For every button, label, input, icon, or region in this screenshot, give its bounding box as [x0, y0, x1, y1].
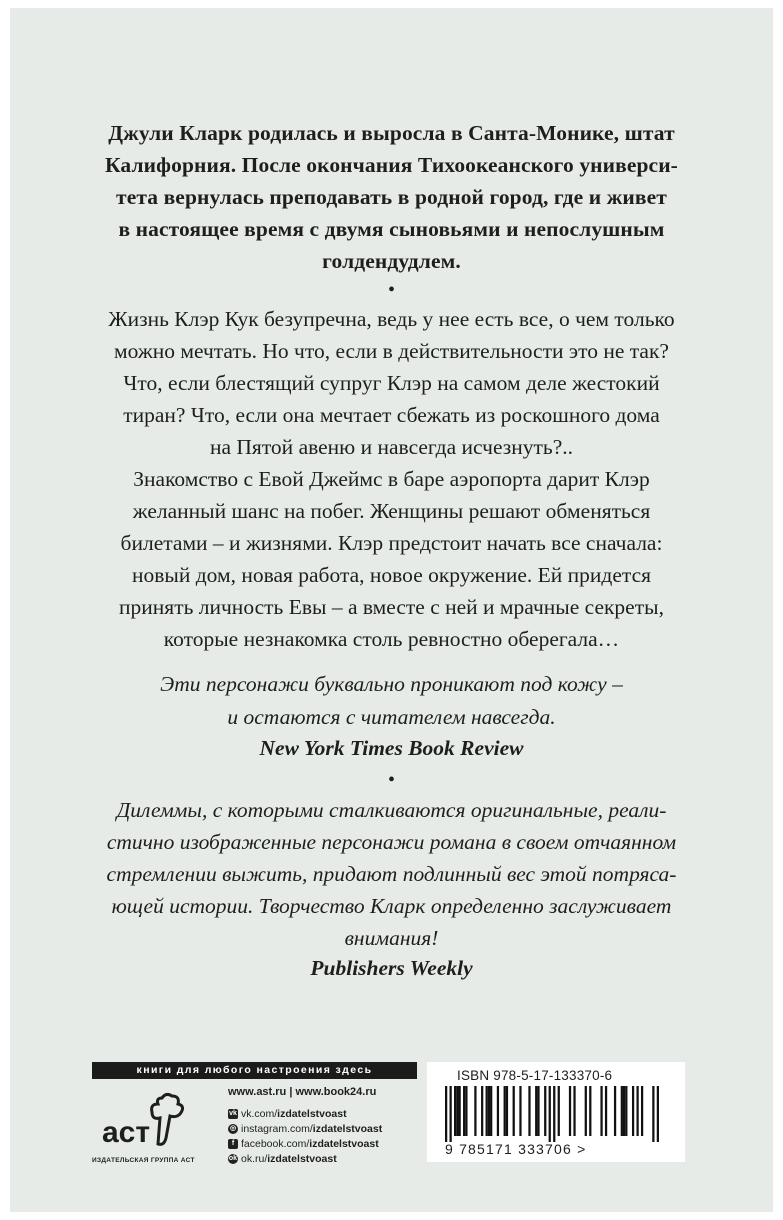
author-bio-line: в настоящее время с двумя сыновьями и непослушным — [118, 217, 665, 241]
author-bio-line: Джули Кларк родилась и выросла в Санта-Монике, штат — [108, 121, 675, 145]
social-prefix: facebook.com/ — [241, 1137, 310, 1150]
barcode-bar — [481, 1086, 483, 1136]
barcode-bar — [465, 1086, 467, 1136]
review-source: Publishers Weekly — [310, 956, 473, 980]
separator-bullet: • — [387, 279, 395, 301]
barcode-bar — [614, 1086, 616, 1136]
description-line: которые незнакомка столь ревностно оберегала… — [163, 627, 620, 651]
barcode-bar — [558, 1086, 560, 1136]
odnoklassniki-icon: ok — [228, 1154, 238, 1162]
barcode-bar — [486, 1086, 488, 1136]
review-quote-line: и остаются с читателем навсегда. — [227, 705, 556, 729]
publisher-caption: ИЗДАТЕЛЬСКАЯ ГРУППА АСТ — [92, 1157, 195, 1164]
review-quote-line: Дилеммы, с которыми сталкиваются оригинальные, реали- — [116, 798, 667, 822]
barcode-bar — [454, 1086, 456, 1136]
social-handle: izdatelstvoast — [312, 1122, 383, 1135]
description-line: можно мечтать. Но что, если в действительности это не так? — [114, 339, 669, 363]
barcode-bar — [504, 1086, 506, 1136]
description-line: Что, если блестящий супруг Клэр на самом деле жестокий — [123, 371, 660, 395]
isbn-number: ISBN 978-5-17-133370-6 — [457, 1068, 613, 1083]
barcode-bar — [553, 1086, 555, 1142]
separator-bullet: • — [387, 769, 395, 791]
barcode-bar — [528, 1086, 530, 1136]
description-line: Жизнь Клэр Кук безупречна, ведь у нее есть все, о чем только — [108, 307, 675, 331]
barcode-bar — [544, 1086, 546, 1136]
description-line: тиран? Что, если она мечтает сбежать из роскошного дома — [123, 403, 660, 427]
barcode-bar — [600, 1086, 602, 1136]
social-handle: izdatelstvoast — [277, 1107, 347, 1120]
social-prefix: instagram.com/ — [241, 1122, 313, 1135]
barcode-bar — [585, 1086, 587, 1136]
barcode-bar — [513, 1086, 515, 1136]
barcode-bar — [652, 1086, 654, 1142]
social-link-odnoklassniki[interactable] — [228, 1151, 382, 1166]
social-link-facebook[interactable] — [228, 1136, 382, 1151]
barcode-bar — [537, 1086, 539, 1136]
barcode-bar — [632, 1086, 634, 1136]
description-line: билетами – и жизнями. Клэр предстоит начать все сначала: — [120, 531, 663, 555]
barcode-bar — [621, 1086, 623, 1136]
barcode-bar — [450, 1086, 452, 1142]
barcode-bar — [463, 1086, 465, 1136]
barcode-bar — [636, 1086, 638, 1136]
instagram-icon: ◎ — [229, 1124, 237, 1132]
review-source: New York Times Book Review — [259, 736, 524, 760]
social-link-instagram[interactable] — [228, 1121, 382, 1136]
logo-text: аст — [102, 1116, 151, 1149]
barcode-bar — [488, 1086, 490, 1136]
publisher-websites[interactable]: www.ast.ru | www.book24.ru — [228, 1086, 377, 1098]
barcode-bar — [573, 1086, 575, 1136]
review-quote-line: стично изображенные персонажи романа в своем отчаянном — [106, 830, 677, 854]
barcode-bar — [445, 1086, 447, 1142]
barcode-bar — [519, 1086, 521, 1136]
barcode-bar — [490, 1086, 492, 1136]
author-bio-line: тета вернулась преподавать в родной город, где и живет — [116, 185, 667, 209]
barcode-bar — [641, 1086, 643, 1136]
barcode-bar — [506, 1086, 508, 1136]
description-line: желанный шанс на побег. Женщины решают обменяться — [132, 499, 651, 523]
social-prefix: ok.ru/ — [241, 1152, 268, 1165]
barcode-bar — [549, 1086, 551, 1142]
barcode-bar — [657, 1086, 659, 1142]
social-links — [228, 1106, 382, 1166]
author-bio-line: голдендудлем. — [322, 249, 461, 273]
barcode-bar — [456, 1086, 458, 1136]
barcode-bars — [445, 1086, 659, 1142]
barcode-bar — [459, 1086, 461, 1136]
facebook-icon: f — [228, 1139, 238, 1149]
barcode-bar — [497, 1086, 499, 1136]
description-line: на Пятой авеню и навсегда исчезнуть?.. — [209, 435, 574, 459]
barcode-bar — [474, 1086, 476, 1136]
barcode-digits: 9 785171 333706 > — [445, 1141, 587, 1157]
review-quote-line: стремлении выжить, придают подлинный вес этой потряса- — [106, 862, 677, 886]
review-quote-line: внимания! — [344, 926, 439, 950]
review-quote-line: ющей истории. Творчество Кларк определенно заслуживает — [111, 894, 672, 918]
description-line: принять личность Евы – а вместе с ней и мрачные секреты, — [119, 595, 664, 619]
description-line: новый дом, новая работа, новое окружение. Ей придется — [131, 563, 652, 587]
barcode-bar — [623, 1086, 625, 1136]
barcode-bar — [589, 1086, 591, 1136]
social-handle: izdatelstvoast — [309, 1137, 379, 1150]
social-link-vk[interactable] — [228, 1106, 382, 1121]
review-quote-line: Эти персонажи буквально проникают под кожу – — [160, 672, 623, 696]
social-handle: izdatelstvoast — [267, 1152, 337, 1165]
publisher-info — [92, 1080, 417, 1170]
barcode-bar — [625, 1086, 627, 1136]
tagline-band: книги для любого настроения здесь — [92, 1062, 417, 1079]
barcode-bar — [535, 1086, 537, 1136]
barcode-bar — [569, 1086, 571, 1136]
ast-logo — [92, 1090, 192, 1160]
barcode-bar — [605, 1086, 607, 1136]
author-bio-line: Калифорния. После окончания Тихоокеанского универси- — [105, 153, 678, 177]
barcode-panel — [427, 1062, 685, 1162]
vk-icon: vk — [229, 1109, 237, 1117]
social-prefix: vk.com/ — [241, 1107, 278, 1120]
description-line: Знакомство с Евой Джеймс в баре аэропорта дарит Клэр — [133, 467, 650, 491]
